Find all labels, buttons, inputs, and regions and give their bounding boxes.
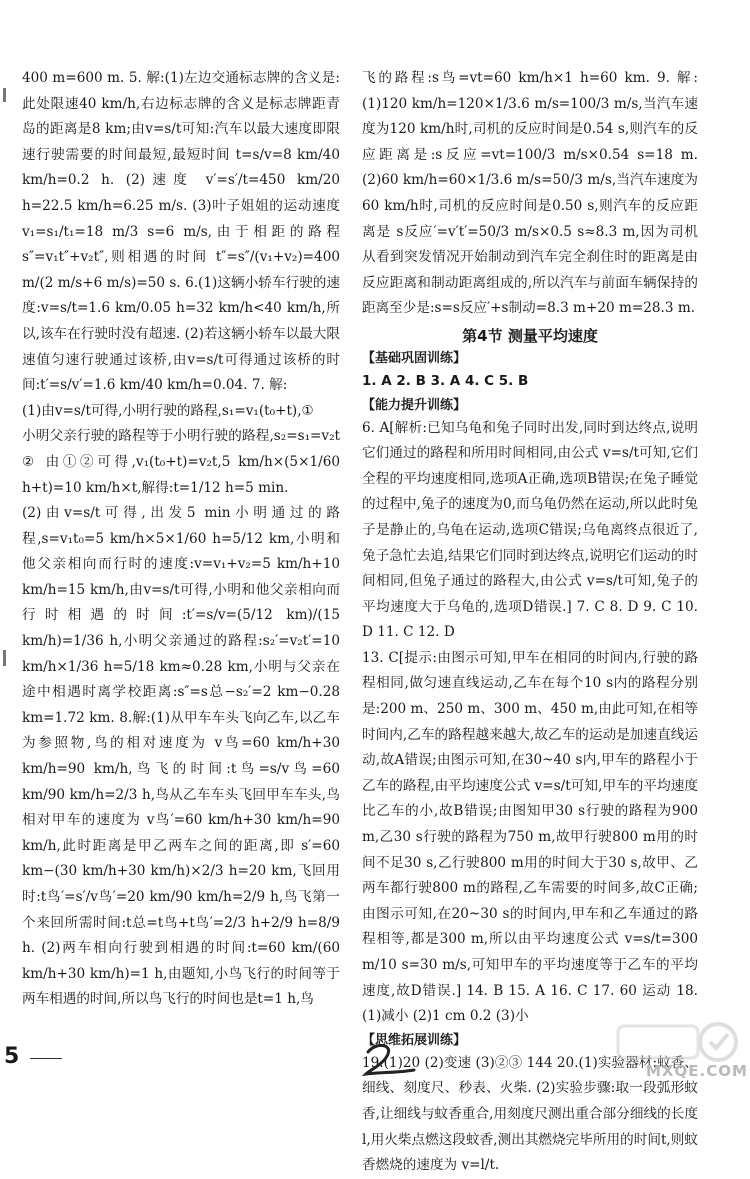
margin-mark [3, 650, 6, 666]
left-paragraph-4: (2)由v=s/t可得,出发5 min小明通过的路程,s=v₁t₀=5 km/h×5×1/60 h=5/12 km,小明和他父亲相向而行时的速度:v=v₁+v₂=5 km/h+10 km/h=15 km/h,由v=s/t可得,小明和他父亲相向而行时相遇的时间:t′=s/v=(5/12 km)/(15 km/h)=1/36 h,小明父亲通过的路程:s₂′=v₂t′=10 km/h×1/36 h=5/18 km≈0.28 km,小明与父亲在途中相遇时离学校距离:s″=s总−s₂′=2 km−0.28 km=1.72 km. 8.解:(1)从甲车车头飞向乙车,以乙车为参照物,鸟的相对速度为 v鸟=60 km/h+30 km/h=90 km/h,鸟飞的时间:t鸟=s/v鸟=60 km/90 km/h=2/3 h,鸟从乙车车头飞回甲车车头,鸟相对甲车的速度为 v鸟′=60 km/h+30 km/h=90 km/h,此时距离是甲乙两车之间的距离,即 s′=60 km−(30 km/h+30 km/h)×2/3 h=20 km,飞回用时:t鸟′=s′/v鸟′=20 km/90 km/h=2/9 h,鸟飞第一个来回所需时间:t总=t鸟+t鸟′=2/3 h+2/9 h=8/9 h. (2)两车相向行驶到相遇的时间:t=60 km/(60 km/h+30 km/h)=1 h,由题知,小鸟飞行的时间等于两车相遇的时间,所以鸟飞行的时间也是t=1 h,鸟 [22, 505, 340, 1008]
left-paragraph-1: 400 m=600 m. 5. 解:(1)左边交通标志牌的含义是:此处限速40 km/h,右边标志牌的含义是标志牌距青岛的距离是8 km;由v=s/t可知:汽车以最大速度即限速行驶需要的时间最短,最短时间 t=s/v=8 km/40 km/h=0.2 h. (2)速度 v′=s′/t=450 km/20 h=22.5 km/h=6.25 m/s. (3)叶子姐姐的运动速度 v₁=s₁/t₁=18 m/3 s=6 m/s,由于相距的路程 s″=v₁t″+v₂t″,则相遇的时间 t″=s″/(v₁+v₂)=400 m/(2 m/s+6 m/s)=50 s. 6.(1)这辆小轿车行驶的速度:v=s/t=1.6 km/0.05 h=32 km/h<40 km/h,所以,该车在行驶时没有超速. (2)若这辆小轿车以最大限速值匀速行驶通过该桥,由v=s/t可得通过该桥的时间:t′=s/v′=1.6 km/40 km/h=0.04. 7. 解: [22, 70, 340, 394]
page-number-rule [30, 1058, 62, 1059]
page-number: 5 [4, 1044, 20, 1069]
ability-paragraph-1: 6. A[解析:已知乌龟和兔子同时出发,同时到达终点,说明它们通过的路程和所用时间相同,由公式 v=s/t可知,它们全程的平均速度相同,选项A正确,选项B错误;在兔子睡觉的过程中,兔子的速度为0,而乌龟仍然在运动,所以此时兔子是静止的,乌龟在运动,选项C错误;乌龟离终点很近了,兔子急忙去追,结果它们同时到达终点,说明它们运动的时间相同,但兔子通过的路程大,由公式 v=s/t可知,兔子的平均速度大于乌龟的,选项D错误.] 7. C 8. D 9. C 10. D 11. C 12. D [362, 419, 698, 641]
left-paragraph-2: (1)由v=s/t可得,小明行驶的路程,s₁=v₁(t₀+t),① [22, 402, 314, 419]
extension-training-heading: 【思维拓展训练】 [362, 1032, 467, 1048]
handwritten-mark [362, 1040, 422, 1080]
right-paragraph-1: 飞的路程:s鸟=vt=60 km/h×1 h=60 km. 9. 解:(1)120 km/h=120×1/3.6 m/s=100/3 m/s,当汽车速度为120 km/h时,司机的反应时间是0.54 s,则汽车的反应距离是:s反应=vt=100/3 m/s×0.54 s=18 m. (2)60 km/h=60×1/3.6 m/s=50/3 m/s,当汽车速度为60 km/h时,司机的反应时间是0.50 s,则汽车的反应距离是 s反应′=v′t′=50/3 m/s×0.5 s≈8.3 m,因为司机从看到突发情况开始制动到汽车完全刹住时的距离是由反应距离和制动距离组成的,所以汽车与前面车辆保持的距离至少是:s=s反应′+s制动=8.3 m+20 m=28.3 m. [362, 70, 698, 317]
right-column [362, 66, 698, 1179]
ability-training-heading: 【能力提升训练】 [362, 397, 467, 413]
basic-training-heading: 【基础巩固训练】 [362, 350, 467, 366]
left-column [22, 66, 340, 1013]
basic-answers: 1. A 2. B 3. A 4. C 5. B [362, 372, 529, 389]
margin-mark [3, 88, 6, 102]
watermark-text: MXQE.COM [646, 1062, 748, 1080]
extension-paragraph: 19.(1)20 (2)变速 (3)②③ 144 20.(1)实验器材:蚊香、细线、刻度尺、秒表、火柴. (2)实验步骤:取一段弧形蚊香,让细线与蚊香重合,用刻度尺测出重合部分细线的长度l,用火柴点燃这段蚊香,测出其燃烧完毕所用的时间t,则蚊香燃烧的速度为 v=l/t. [362, 1054, 698, 1174]
section-title: 第4节 测量平均速度 [462, 326, 598, 345]
left-paragraph-3: 小明父亲行驶的路程等于小明行驶的路程,s₂=s₁=v₂t ② 由①②可得,v₁(t₀+t)=v₂t,5 km/h×(5×1/60 h+t)=10 km/h×t,解得:t=1/12 h=5 min. [22, 428, 340, 496]
ability-paragraph-2: 13. C[提示:由图示可知,甲车在相同的时间内,行驶的路程相同,做匀速直线运动,乙车在每个10 s内的路程分别是:200 m、250 m、300 m、450 m,由此可知,在相等时间内,乙车的路程越来越大,故乙车的运动是加速直线运动,故A错误;由图示可知,在30~40 s内,甲车的路程小于乙车的路程,由平均速度公式 v=s/t可知,甲车的平均速度比乙车的小,故B错误;由图知甲30 s行驶的路程为900 m,乙30 s行驶的路程为750 m,故甲行驶800 m用的时间不足30 s,乙行驶800 m用的时间大于30 s,故甲、乙两车都行驶800 m的路程,乙车需要的时间多,故C正确;由图示可知,在20~30 s的时间内,甲车和乙车通过的路程相等,都是300 m,所以由平均速度公式 v=s/t=300 m/10 s=30 m/s,可知甲车的平均速度等于乙车的平均速度,故D错误.] 14. B 15. A 16. C 17. 60 运动 18.(1)减小 (2)1 cm 0.2 (3)小 [362, 649, 698, 1025]
